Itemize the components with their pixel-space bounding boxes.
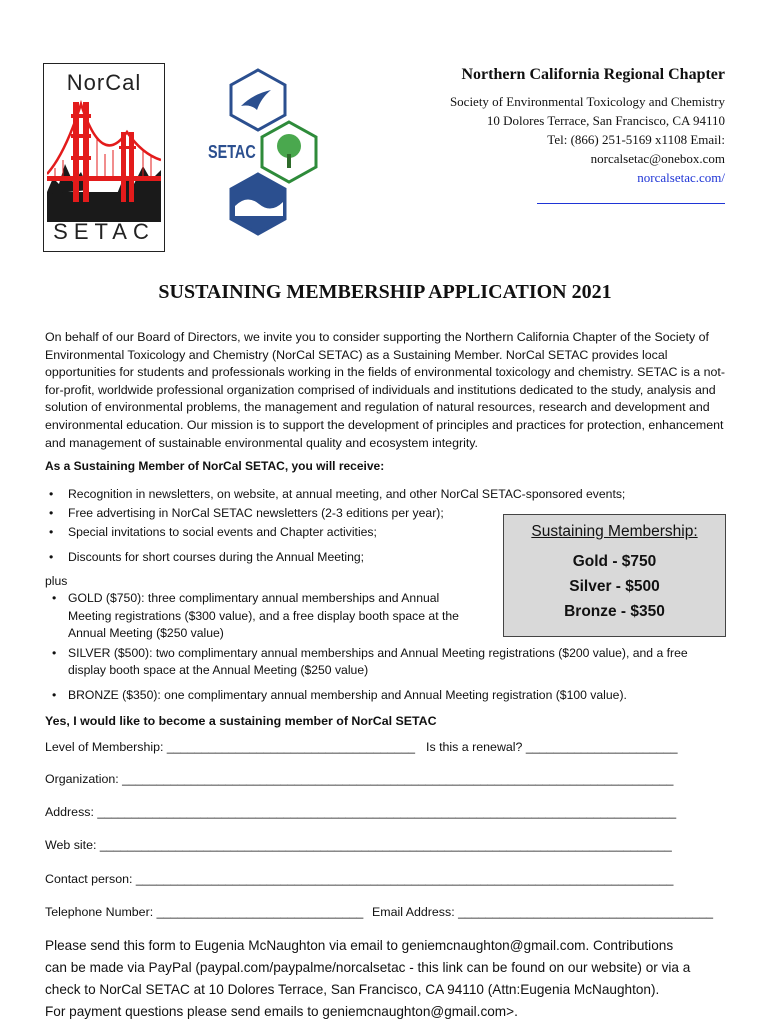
chapter-title: Northern California Regional Chapter [461, 66, 725, 83]
closing-line: can be made via PayPal (paypal.com/paypalme/norcalsetac - this link can be found on our website) or via a [45, 960, 691, 975]
gold-benefit-line3: Annual Meeting ($250 value) [68, 626, 224, 640]
silver-benefit-line2: display booth space at the Annual Meeting ($250 value) [68, 663, 369, 677]
level-of-membership-field[interactable]: Level of Membership: ____________________________________ [45, 740, 415, 754]
gold-benefit-line2: Meeting registrations ($300 value), and a free display booth space at the [68, 609, 459, 623]
silver-level: Silver - $500 [569, 578, 660, 595]
page-title: SUSTAINING MEMBERSHIP APPLICATION 2021 [158, 281, 612, 303]
closing-line: For payment questions please send emails to geniemcnaughton@gmail.com>. [45, 1004, 518, 1019]
chapter-address: 10 Dolores Terrace, San Francisco, CA 94110 [486, 113, 725, 128]
logo-top-text: NorCal [66, 70, 142, 95]
membership-levels-box [503, 514, 726, 637]
setac-logo-text: SETAC [208, 142, 256, 162]
renewal-field[interactable]: Is this a renewal? ______________________ [426, 740, 678, 754]
gold-benefit: • GOLD ($750): three complimentary annual memberships and Annual [52, 591, 440, 605]
closing-line: Please send this form to Eugenia McNaughton via email to geniemcnaughton@gmail.com. Contributions [45, 938, 674, 953]
form-heading: Yes, I would like to become a sustaining member of NorCal SETAC [45, 714, 437, 728]
logo-bottom-text: SETAC [53, 219, 155, 244]
closing-line: check to NorCal SETAC at 10 Dolores Terrace, San Francisco, CA 94110 (Attn:Eugenia McNaughton). [45, 982, 660, 997]
benefit-item: • Discounts for short courses during the Annual Meeting; [49, 550, 365, 564]
benefit-item: • Free advertising in NorCal SETAC newsletters (2-3 editions per year); [49, 506, 444, 520]
closing-instructions [45, 935, 725, 1023]
setac-hexagon-logo [205, 68, 320, 240]
email-field[interactable]: Email Address: _____________________________________ [372, 905, 714, 919]
gold-level: Gold - $750 [572, 553, 657, 570]
chapter-email[interactable]: norcalsetac@onebox.com [590, 151, 725, 166]
contact-person-field[interactable]: Contact person: ______________________________________________________________________________ [45, 872, 674, 886]
chapter-telephone: Tel: (866) 251-5169 x1108 Email: [547, 132, 725, 147]
silver-benefit: • SILVER ($500): two complimentary annual memberships and Annual Meeting registrations ($200 value), and a free [52, 646, 688, 660]
society-name: Society of Environmental Toxicology and Chemistry [449, 94, 725, 109]
address-field[interactable]: Address: ____________________________________________________________________________________ [45, 805, 677, 819]
chapter-website-link[interactable]: norcalsetac.com/ [637, 170, 725, 185]
intro-paragraph: On behalf of our Board of Directors, we invite you to consider supporting the Northern California Chapter of the Society of Environmental Toxicology and Chemistry (NorCal SETAC) as a Sustaining Member. NorCal SETAC provides local opportunities for students and professionals working in the fields of environmental toxicology and chemistry. SETAC is a not-for-profit, worldwide professional organization comprised of individuals and institutions dedicated to the study, analysis and solution of environmental problems, the management and regulation of natural resources, research and development and environmental education. Our mission is to support the development of principles and practices for protection, enhancement and management of sustainable environmental quality and ecosystem integrity. [45, 330, 725, 450]
membership-box-title: Sustaining Membership: [531, 523, 698, 540]
golden-gate-bridge-icon [47, 94, 161, 222]
bronze-level: Bronze - $350 [564, 603, 665, 620]
benefits-heading: As a Sustaining Member of NorCal SETAC, you will receive: [45, 459, 385, 473]
bronze-benefit: • BRONZE ($350): one complimentary annual membership and Annual Meeting registration ($100 value). [52, 688, 627, 702]
website-underline [537, 203, 725, 204]
benefit-item: • Recognition in newsletters, on website, at annual meeting, and other NorCal SETAC-sponsored events; [49, 487, 626, 501]
organization-field[interactable]: Organization: ________________________________________________________________________________ [45, 772, 674, 786]
website-field[interactable]: Web site: ___________________________________________________________________________________ [45, 838, 672, 852]
plus-label: plus [45, 574, 68, 588]
telephone-field[interactable]: Telephone Number: ______________________________ [45, 905, 364, 919]
norcal-setac-logo [43, 63, 165, 252]
benefit-item: • Special invitations to social events and Chapter activities; [49, 525, 377, 539]
chapter-contact-block [395, 66, 725, 187]
